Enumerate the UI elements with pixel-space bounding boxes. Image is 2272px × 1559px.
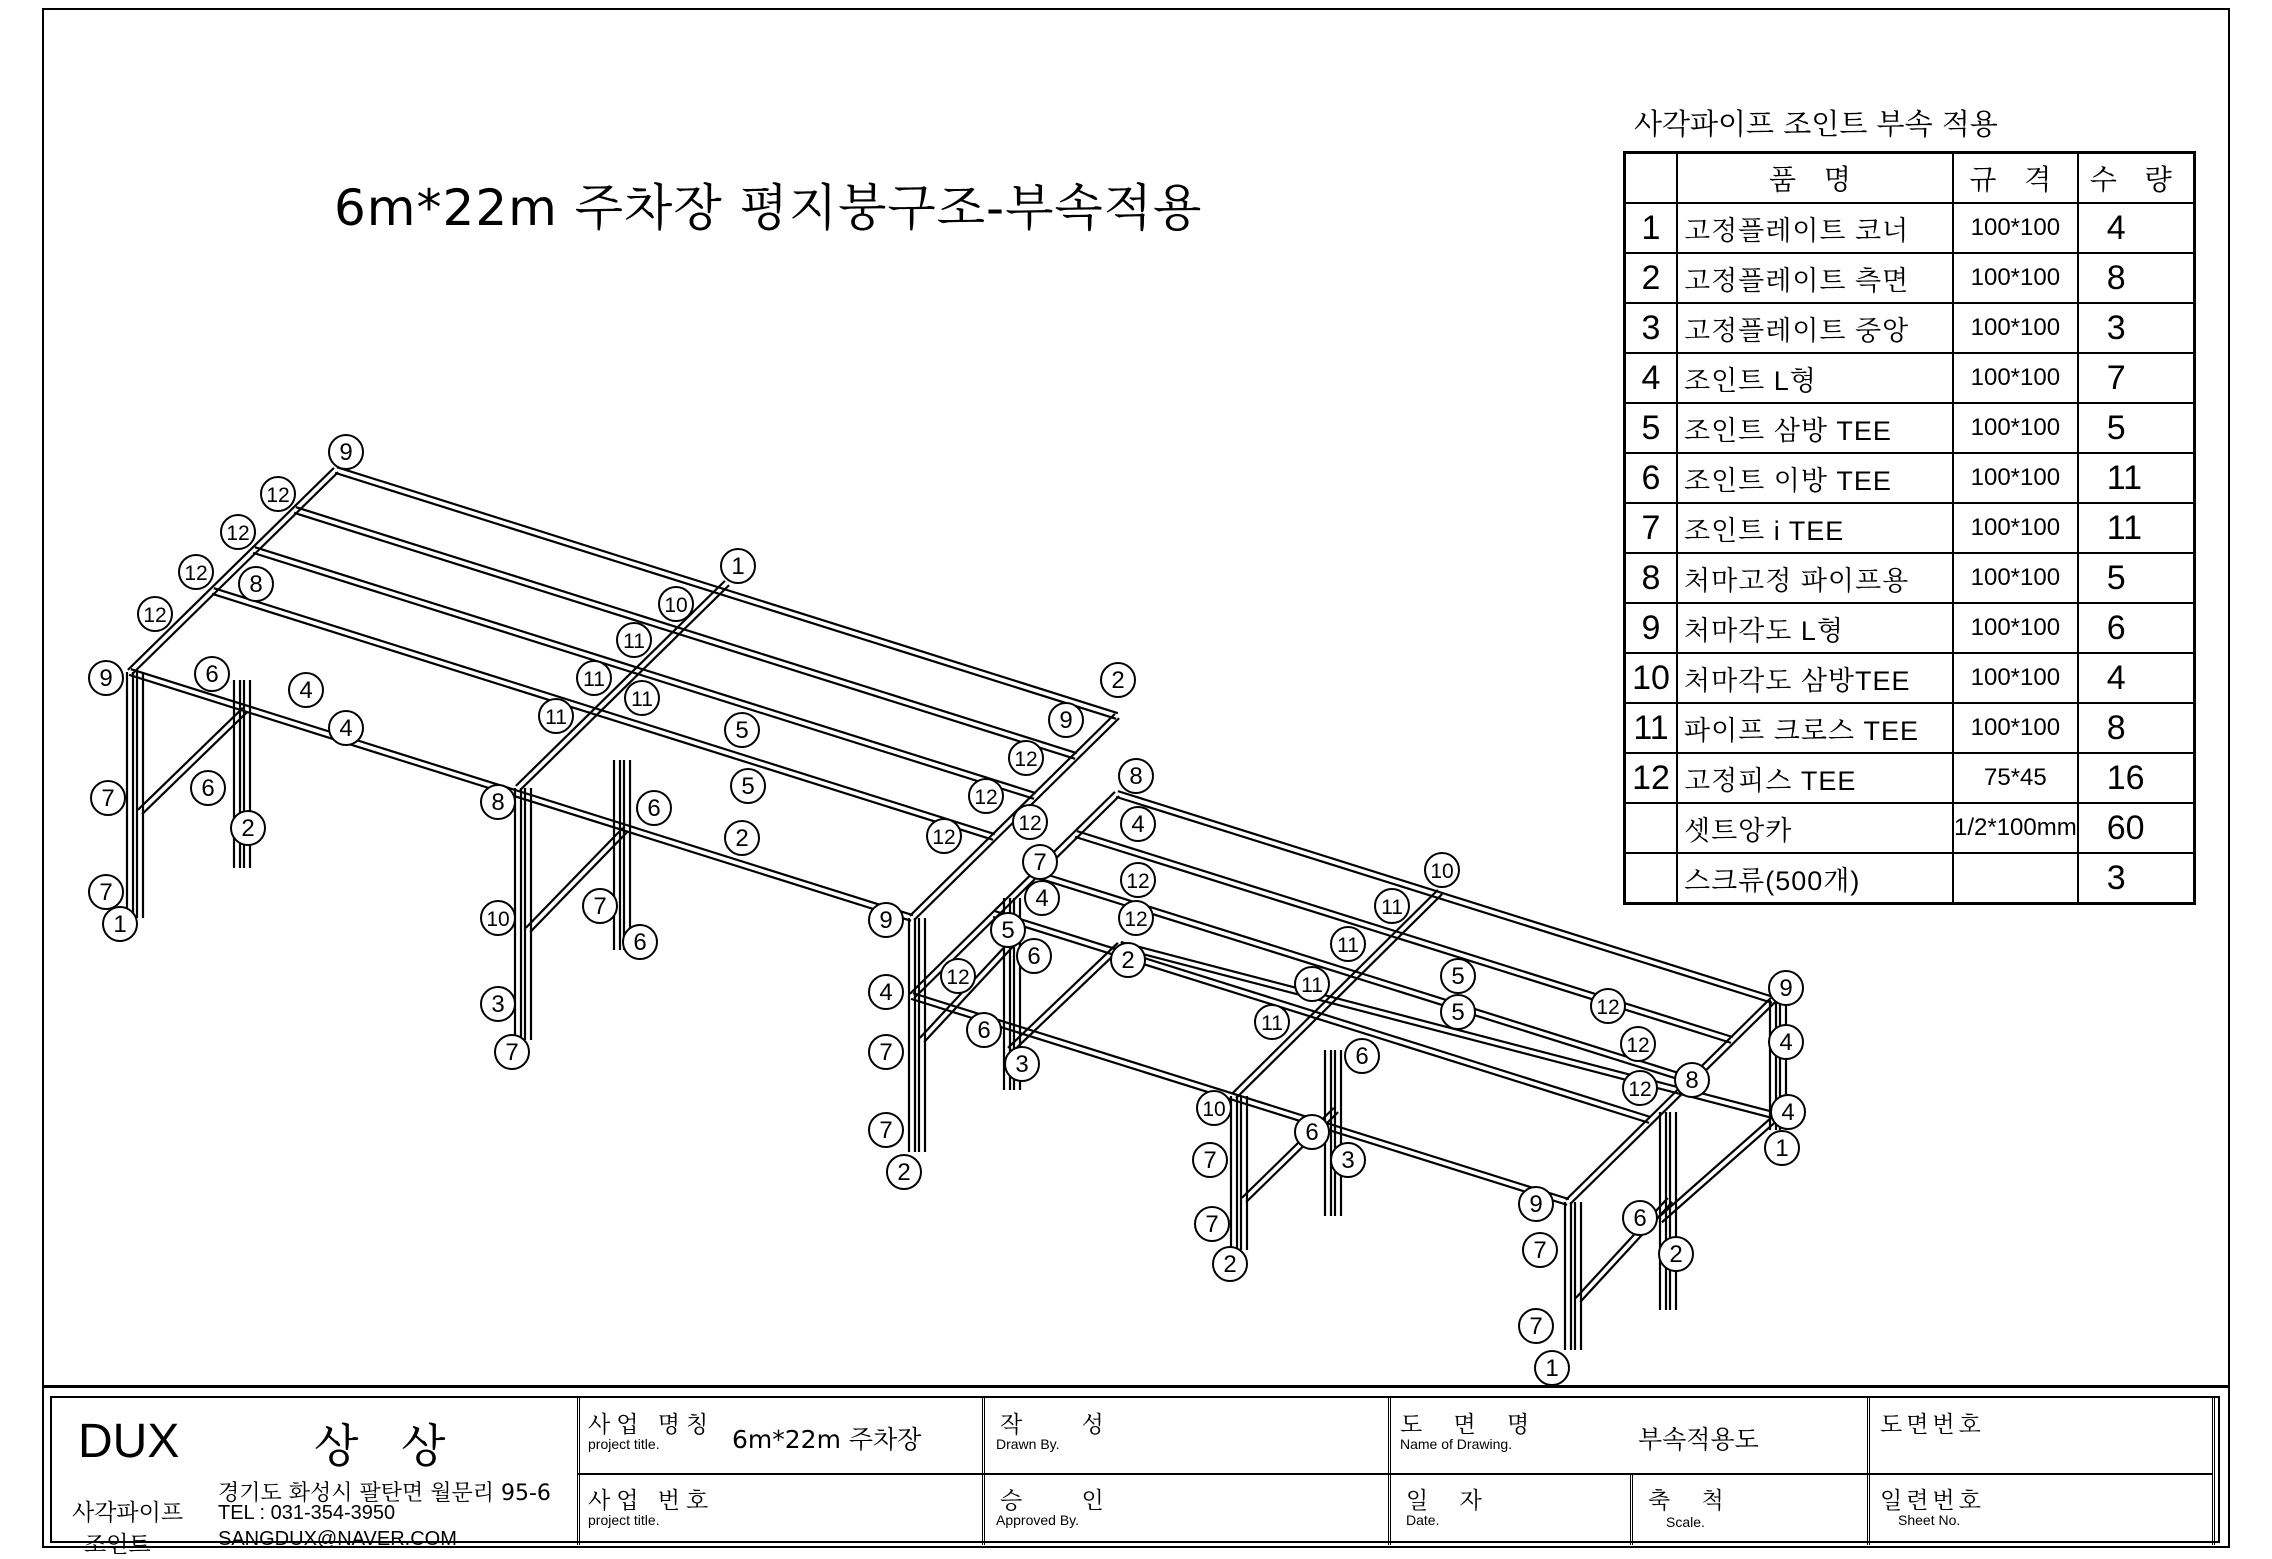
frame-pipe: [516, 581, 725, 786]
callout-number: 2: [1669, 1241, 1683, 1268]
frame-pipe: [132, 472, 338, 674]
callout-number: 9: [1779, 975, 1793, 1002]
callout-number: 7: [1033, 849, 1047, 876]
callout-number: 9: [879, 907, 893, 934]
callout-number: 7: [879, 1039, 893, 1066]
callout-number: 6: [1305, 1119, 1319, 1146]
part-callout: [1769, 971, 1803, 1005]
parts-row-name: 조인트 삼방 TEE: [1677, 403, 1953, 453]
part-callout: [1441, 995, 1475, 1029]
callout-number: 12: [1124, 908, 1148, 931]
parts-row-spec: 75*45: [1953, 753, 2078, 803]
approved-by-label-en: Approved By.: [996, 1512, 1080, 1528]
callout-number: 12: [1126, 870, 1150, 893]
parts-row-spec: 100*100: [1953, 653, 2078, 703]
frame-pipe: [138, 708, 243, 810]
frame-pipe: [911, 999, 1567, 1205]
parts-row-no: 3: [1625, 303, 1678, 353]
parts-row-no: 12: [1625, 753, 1678, 803]
parts-row-spec: 100*100: [1953, 553, 2078, 603]
drawing-title: 6m*22m 주차장 평지붕구조-부속적용: [334, 179, 1203, 237]
part-callout: [1345, 1039, 1379, 1073]
part-callout: [1375, 889, 1409, 923]
part-callout: [869, 903, 903, 937]
callout-number: 4: [1035, 885, 1049, 912]
parts-row-spec: 100*100: [1953, 203, 2078, 253]
part-callout: [91, 781, 125, 815]
callout-number: 7: [879, 1117, 893, 1144]
company-tel: TEL : 031-354-3950: [218, 1502, 396, 1524]
sheet-no-label: 일련번호: [1880, 1488, 1985, 1514]
callout-number: 1: [1545, 1355, 1559, 1382]
parts-row-spec: 1/2*100mm: [1953, 803, 2078, 853]
part-callout: [941, 959, 975, 993]
callout-number: 6: [1027, 943, 1041, 970]
part-callout: [721, 549, 755, 583]
part-callout: [481, 785, 515, 819]
part-callout: [1023, 845, 1057, 879]
part-callout: [659, 587, 693, 621]
callout-number: 7: [99, 879, 113, 906]
part-callout: [583, 889, 617, 923]
callout-number: 2: [735, 825, 749, 852]
frame-pipe: [212, 594, 993, 840]
part-callout: [1121, 807, 1155, 841]
part-callout: [1425, 853, 1459, 887]
callout-number: 7: [1529, 1313, 1543, 1340]
callout-number: 6: [201, 775, 215, 802]
frame-pipe: [1077, 831, 1733, 1037]
part-callout: [1119, 759, 1153, 793]
parts-row-spec: 100*100: [1953, 253, 2078, 303]
part-callout: [1295, 1115, 1329, 1149]
frame-pipe: [1662, 1116, 1782, 1222]
project-name-label: 사업 명칭: [588, 1412, 715, 1438]
header-qty: 수 량: [2078, 153, 2195, 204]
part-callout: [1213, 1247, 1247, 1281]
part-callout: [731, 769, 765, 803]
part-callout: [1623, 1071, 1657, 1105]
sheet-no-label-en: Sheet No.: [1898, 1512, 1961, 1528]
parts-row-name: 고정플레이트 측면: [1677, 253, 1953, 303]
callout-number: 2: [1121, 947, 1135, 974]
company-address: 경기도 화성시 팔탄면 월문리 95-6: [218, 1481, 551, 1506]
callout-number: 4: [1781, 1099, 1795, 1126]
callout-number: 3: [491, 991, 505, 1018]
part-callout: [1193, 1143, 1227, 1177]
part-callout: [927, 819, 961, 853]
drawing-name-label-en: Name of Drawing.: [1400, 1436, 1513, 1452]
callout-number: 2: [897, 1159, 911, 1186]
part-callout: [1121, 863, 1155, 897]
callout-number: 4: [299, 677, 313, 704]
callout-number: 11: [631, 688, 653, 711]
part-callout: [1197, 1091, 1231, 1125]
part-callout: [89, 661, 123, 695]
parts-row-spec: 100*100: [1953, 603, 2078, 653]
part-callout: [179, 555, 213, 589]
part-callout: [1013, 805, 1047, 839]
scale-label: 축 척: [1648, 1488, 1736, 1514]
part-callout: [1519, 1187, 1553, 1221]
part-callout: [103, 907, 137, 941]
parts-row-no: 1: [1625, 203, 1678, 253]
part-callout: [1119, 901, 1153, 935]
callout-number: 11: [623, 630, 645, 653]
parts-row-name: 처마각도 L형: [1677, 603, 1953, 653]
parts-row-name: 처마각도 삼방TEE: [1677, 653, 1953, 703]
parts-row-no: 7: [1625, 503, 1678, 553]
part-callout: [869, 1113, 903, 1147]
callout-number: 7: [593, 893, 607, 920]
part-callout: [138, 597, 172, 631]
part-callout: [329, 711, 363, 745]
callout-number: 3: [1015, 1051, 1029, 1078]
parts-row-no: 4: [1625, 353, 1678, 403]
parts-row-spec: 100*100: [1953, 353, 2078, 403]
callout-number: 9: [99, 665, 113, 692]
part-callout: [969, 779, 1003, 813]
part-callout: [1005, 1047, 1039, 1081]
part-callout: [539, 699, 573, 733]
callout-number: 10: [1202, 1098, 1226, 1121]
part-callout: [1441, 959, 1475, 993]
parts-row-name: 고정피스 TEE: [1677, 753, 1953, 803]
parts-row-no: 11: [1625, 703, 1678, 753]
callout-number: 9: [339, 439, 353, 466]
parts-row-qty: 4: [2078, 653, 2195, 703]
callout-number: 12: [1628, 1078, 1652, 1101]
part-callout: [623, 925, 657, 959]
frame-pipe: [296, 507, 1077, 753]
callout-number: 5: [735, 717, 749, 744]
part-callout: [1769, 1025, 1803, 1059]
callout-number: 12: [946, 966, 970, 989]
company-sub1: 사각파이프: [72, 1500, 184, 1526]
part-callout: [1765, 1131, 1799, 1165]
parts-row-qty: 11: [2078, 503, 2195, 553]
callout-number: 10: [664, 594, 688, 617]
parts-row-no: 10: [1625, 653, 1678, 703]
callout-number: 6: [633, 929, 647, 956]
callout-number: 12: [1626, 1034, 1650, 1057]
project-name-value: 6m*22m 주차장: [732, 1425, 922, 1454]
part-callout: [261, 477, 295, 511]
parts-row-qty: 7: [2078, 353, 2195, 403]
parts-row-qty: 60: [2078, 803, 2195, 853]
callout-number: 3: [1341, 1147, 1355, 1174]
part-callout: [239, 567, 273, 601]
callout-number: 12: [974, 786, 998, 809]
parts-row-qty: 6: [2078, 603, 2195, 653]
frame-pipe: [1566, 998, 1771, 1200]
callout-number: 2: [241, 815, 255, 842]
callout-number: 8: [1685, 1067, 1699, 1094]
parts-row-spec: 100*100: [1953, 403, 2078, 453]
part-callout: [625, 681, 659, 715]
callout-number: 12: [184, 562, 208, 585]
drawn-by-label-en: Drawn By.: [996, 1436, 1060, 1452]
part-callout: [1017, 939, 1051, 973]
part-callout: [1009, 741, 1043, 775]
parts-row-qty: 4: [2078, 203, 2195, 253]
part-callout: [231, 811, 265, 845]
callout-number: 10: [1430, 860, 1454, 883]
callout-number: 6: [977, 1017, 991, 1044]
callout-number: 1: [731, 553, 745, 580]
parts-row-name: 고정플레이트 코너: [1677, 203, 1953, 253]
callout-number: 5: [1001, 917, 1015, 944]
parts-row-name: 조인트 이방 TEE: [1677, 453, 1953, 503]
parts-row-qty: 8: [2078, 703, 2195, 753]
callout-number: 12: [143, 604, 167, 627]
parts-row-qty: 5: [2078, 553, 2195, 603]
frame-pipe: [995, 911, 1651, 1117]
drawing-no-label: 도면번호: [1880, 1412, 1985, 1438]
part-callout: [869, 1035, 903, 1069]
part-callout: [1623, 1201, 1657, 1235]
callout-number: 11: [583, 668, 605, 691]
parts-row-no: 2: [1625, 253, 1678, 303]
approved-by-label: 승 인: [1000, 1488, 1130, 1514]
callout-number: 7: [1203, 1147, 1217, 1174]
part-callout: [1025, 881, 1059, 915]
callout-number: 11: [1337, 934, 1359, 957]
callout-number: 6: [1633, 1205, 1647, 1232]
parts-row-no: 9: [1625, 603, 1678, 653]
part-callout: [617, 623, 651, 657]
drawn-by-label: 작 성: [1000, 1412, 1130, 1438]
project-no-label: 사업 번호: [588, 1488, 715, 1514]
callout-number: 7: [1533, 1237, 1547, 1264]
parts-row-name: 조인트 i TEE: [1677, 503, 1953, 553]
frame-pipe: [337, 467, 1118, 713]
callout-number: 7: [101, 785, 115, 812]
callout-number: 4: [339, 715, 353, 742]
callout-number: 7: [505, 1039, 519, 1066]
part-callout: [221, 515, 255, 549]
parts-row-qty: 3: [2078, 853, 2195, 904]
callout-number: 9: [1059, 707, 1073, 734]
part-callout: [967, 1013, 1001, 1047]
part-callout: [89, 875, 123, 909]
company-logo-text: DUX: [78, 1415, 180, 1468]
callout-number: 7: [1205, 1211, 1219, 1238]
parts-row-no: 6: [1625, 453, 1678, 503]
callout-number: 12: [932, 826, 956, 849]
parts-row-name: 고정플레이트 중앙: [1677, 303, 1953, 353]
part-callout: [577, 661, 611, 695]
drawing-name-value: 부속적용도: [1638, 1425, 1759, 1454]
callout-number: 12: [226, 522, 250, 545]
callout-number: 5: [1451, 963, 1465, 990]
company-name-ko: 상 상: [314, 1419, 460, 1473]
parts-row-name: 조인트 L형: [1677, 353, 1953, 403]
parts-row-spec: 100*100: [1953, 703, 2078, 753]
parts-row-no: 8: [1625, 553, 1678, 603]
part-callout: [1535, 1351, 1569, 1385]
title-block-frame: [50, 1396, 2220, 1558]
part-callout: [1331, 1143, 1365, 1177]
callout-number: 11: [1261, 1012, 1283, 1035]
header-spec: 규 격: [1953, 153, 2078, 204]
company-sub2: 조인트: [84, 1532, 151, 1558]
callout-number: 11: [1381, 896, 1403, 919]
frame-pipe: [1075, 837, 1731, 1043]
parts-row-qty: 16: [2078, 753, 2195, 803]
title-block: [42, 1385, 2230, 1558]
callout-number: 1: [1775, 1135, 1789, 1162]
parts-row-name: 처마고정 파이프용: [1677, 553, 1953, 603]
callout-number: 6: [1355, 1043, 1369, 1070]
callout-number: 5: [1451, 999, 1465, 1026]
callout-number: 12: [1014, 748, 1038, 771]
part-callout: [1111, 943, 1145, 977]
date-label: 일 자: [1406, 1488, 1494, 1514]
part-callout: [1621, 1027, 1655, 1061]
parts-row-qty: 3: [2078, 303, 2195, 353]
company-email: SANGDUX@NAVER.COM: [218, 1528, 457, 1550]
parts-row-spec: 100*100: [1953, 503, 2078, 553]
part-callout: [1255, 1005, 1289, 1039]
part-callout: [637, 791, 671, 825]
callout-number: 12: [266, 484, 290, 507]
callout-number: 9: [1529, 1191, 1543, 1218]
drawing-name-label: 도 면 명: [1400, 1412, 1542, 1438]
scale-label-en: Scale.: [1666, 1514, 1705, 1530]
date-label-en: Date.: [1406, 1512, 1440, 1528]
parts-row-qty: 5: [2078, 403, 2195, 453]
frame-pipe: [335, 473, 1116, 719]
parts-row-qty: 8: [2078, 253, 2195, 303]
part-callout: [1195, 1207, 1229, 1241]
callout-number: 10: [486, 908, 510, 931]
project-name-label-en: project title.: [588, 1436, 660, 1452]
parts-row-spec: 100*100: [1953, 303, 2078, 353]
project-no-label-en: project title.: [588, 1512, 660, 1528]
parts-table-caption: 사각파이프 조인트 부속 적용: [1634, 107, 1998, 141]
callout-number: 4: [1131, 811, 1145, 838]
callout-number: 11: [1301, 974, 1323, 997]
part-callout: [869, 975, 903, 1009]
callout-number: 8: [1129, 763, 1143, 790]
part-callout: [1049, 703, 1083, 737]
part-callout: [887, 1155, 921, 1189]
part-callout: [1675, 1063, 1709, 1097]
callout-number: 8: [249, 571, 263, 598]
callout-number: 12: [1596, 996, 1620, 1019]
part-callout: [481, 987, 515, 1021]
part-callout: [195, 657, 229, 691]
part-callout: [725, 713, 759, 747]
parts-row-spec: 100*100: [1953, 453, 2078, 503]
part-callout: [1519, 1309, 1553, 1343]
part-callout: [481, 901, 515, 935]
callout-number: 2: [1111, 667, 1125, 694]
part-callout: [1295, 967, 1329, 1001]
parts-row-name: 파이프 크로스 TEE: [1677, 703, 1953, 753]
part-callout: [495, 1035, 529, 1069]
frame-pipe: [1570, 1002, 1775, 1204]
callout-number: 5: [741, 773, 755, 800]
part-callout: [1591, 989, 1625, 1023]
frame-pipe: [214, 588, 998, 834]
frame-pipe: [993, 917, 1652, 1123]
header-name: 품 명: [1677, 153, 1953, 204]
frame-pipe: [255, 547, 1036, 793]
parts-row-name: 셋트앙카: [1677, 803, 1953, 853]
parts-row-no: 5: [1625, 403, 1678, 453]
callout-number: 4: [879, 979, 893, 1006]
parts-row-qty: 11: [2078, 453, 2195, 503]
part-callout: [725, 821, 759, 855]
part-callout: [191, 771, 225, 805]
callout-number: 12: [1018, 812, 1042, 835]
part-callout: [1659, 1237, 1693, 1271]
part-callout: [1523, 1233, 1557, 1267]
callout-number: 6: [647, 795, 661, 822]
parts-row-name: 스크류(500개): [1677, 853, 1953, 904]
part-callout: [1771, 1095, 1805, 1129]
callout-number: 6: [205, 661, 219, 688]
part-callout: [1101, 663, 1135, 697]
callout-number: 1: [113, 911, 127, 938]
part-callout: [1331, 927, 1365, 961]
part-callout: [329, 435, 363, 469]
part-callout: [991, 913, 1025, 947]
frame-pipe: [294, 513, 1075, 759]
callout-number: 11: [545, 706, 567, 729]
callout-number: 8: [491, 789, 505, 816]
frame-pipe: [253, 553, 1034, 799]
part-callout: [289, 673, 323, 707]
callout-number: 2: [1223, 1251, 1237, 1278]
callout-number: 4: [1779, 1029, 1793, 1056]
